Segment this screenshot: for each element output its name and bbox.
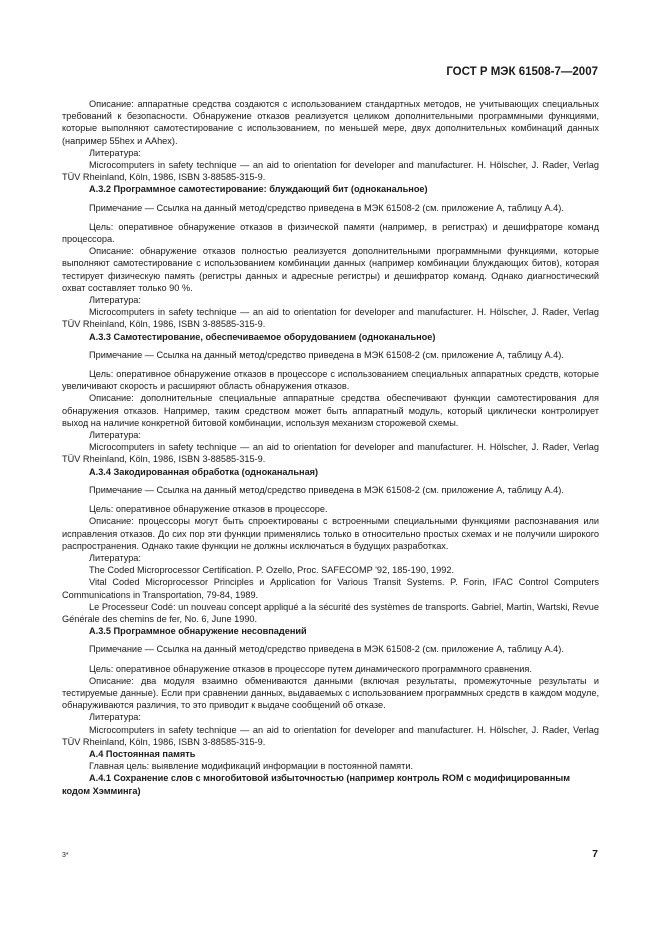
page-number: 7 [592,848,598,860]
paragraph: Литература: [89,430,141,441]
paragraph: Литература: [89,552,141,563]
paragraph: Описание: аппаратные средства создаются с использованием стандартных методов, не учитывающих специальных требований к безопасности. Обнаружение отказов реализуется целиком дополнительными программными функциями, которые выполняют самотестирование с использованием, по меньшей мере, двух дополнительных комбинаций данных (например 55hex и AAhex). [62,99,599,146]
footer-mark: 3* [62,852,69,859]
note: Примечание — Ссылка на данный метод/средство приведена в МЭК 61508-2 (см. приложение А, таблицу А.4). [89,202,564,213]
section-heading: A.4.1 Сохранение слов с многобитовой избыточностью (например контроль ROM с модифицированным кодом Хэмминга) [62,773,571,796]
paragraph: Описание: обнаружение отказов полностью реализуется дополнительными программными функциями, которые выполняют самотестирование с использованием комбинации данных (например комбинации блуждающих битов), которая тестирует физическую память (регистры данных и адресные регистры) и дешифратор команд. Однако диагностический охват составляет только 90 %. [62,246,599,293]
reference: Microcomputers in safety technique — an aid to orientation for developer and manufacturer. H. Hölscher, J. Rader, Verlag TÜV Rheinland, Köln, 1986, ISBN 3-88585-315-9. [62,724,599,747]
reference: Vital Coded Microprocessor Principles и Application for Various Transit Systems. P. Forin, IFAC Control Computers Communications in Transportation, 79-84, 1989. [62,577,599,600]
paragraph: Литература: [89,147,141,158]
document-header: ГОСТ Р МЭК 61508-7—2007 [446,66,598,78]
paragraph: Цель: оперативное обнаружение отказов в физической памяти (например, в регистрах) и дешифраторе команд процессора. [62,221,599,245]
reference: Microcomputers in safety technique — an aid to orientation for developer and manufacturer. H. Hölscher, J. Rader, Verlag TÜV Rheinland, Köln, 1986, ISBN 3-88585-315-9. [62,160,599,183]
paragraph: Описание: два модуля взаимно обмениваются данными (включая результаты, промежуточные результаты и тестируемые данные). Если при сравнении данных, выдаваемых с использованием программных средств в каждом модуле, обнаруживаются различия, то это приводит к выдаче сообщений об отказе. [62,675,599,711]
section-heading: A.3.4 Закодированная обработка (одноканальная) [89,466,319,477]
paragraph: Описание: процессоры могут быть спроектированы с встроенными специальными функциями распознавания или исправления отказов. До сих пор эти функции применялись только в относительно простых схемах и не получили широкого распространения. Однако такие функции не должны исключаться в будущих разработках. [62,516,599,551]
note: Примечание — Ссылка на данный метод/средство приведена в МЭК 61508-2 (см. приложение А, таблицу А.4). [89,349,564,360]
note: Примечание — Ссылка на данный метод/средство приведена в МЭК 61508-2 (см. приложение А, таблицу А.4). [89,644,564,655]
reference: Microcomputers in safety technique — an aid to orientation for developer and manufacturer. H. Hölscher, J. Rader, Verlag TÜV Rheinland, Köln, 1986, ISBN 3-88585-315-9. [62,442,599,465]
paragraph: Литература: [89,295,141,306]
reference: Microcomputers in safety technique — an aid to orientation for developer and manufacturer. H. Hölscher, J. Rader, Verlag TÜV Rheinland, Köln, 1986, ISBN 3-88585-315-9. [62,307,599,330]
paragraph: Главная цель: выявление модификаций информации в постоянной памяти. [89,761,414,772]
section-heading: A.3.5 Программное обнаружение несовпадений [89,626,307,637]
paragraph: Цель: оперативное обнаружение отказов в процессоре с использованием специальных аппаратных средств, которые увеличивают скорость и расширяют область обнаружения отказов. [62,369,599,392]
page-body [62,98,599,797]
section-heading: A.3.3 Самотестирование, обеспечиваемое оборудованием (одноканальное) [89,331,436,342]
reference: The Coded Microprocessor Certification. P. Ozello, Proc. SAFECOMP '92, 185-190, 1992. [89,565,454,576]
paragraph: Литература: [89,712,141,723]
paragraph: Описание: дополнительные специальные аппаратные средства обеспечивают функции самотестирования для обнаружения отказов. Например, таким средством может быть аппаратный модуль, который циклически контролирует выход на наличие конкретной битовой комбинации, используя механизм сторожевой схемы. [62,393,599,428]
reference: Le Processeur Codé: un nouveau concept appliqué a la sécurité des systèmes de transports. Gabriel, Martin, Wartski, Revue Générale des chemins de fer, No. 6, June 1990. [62,601,599,624]
paragraph: Цель: оперативное обнаружение отказов в процессоре путем динамического программного сравнения. [89,663,532,674]
paragraph: Цель: оперативное обнаружение отказов в процессоре. [89,504,328,515]
section-heading: A.3.2 Программное самотестирование: блуждающий бит (одноканальное) [89,184,428,195]
note: Примечание — Ссылка на данный метод/средство приведена в МЭК 61508-2 (см. приложение А, таблицу А.4). [89,484,564,495]
section-heading: A.4 Постоянная память [89,748,196,759]
